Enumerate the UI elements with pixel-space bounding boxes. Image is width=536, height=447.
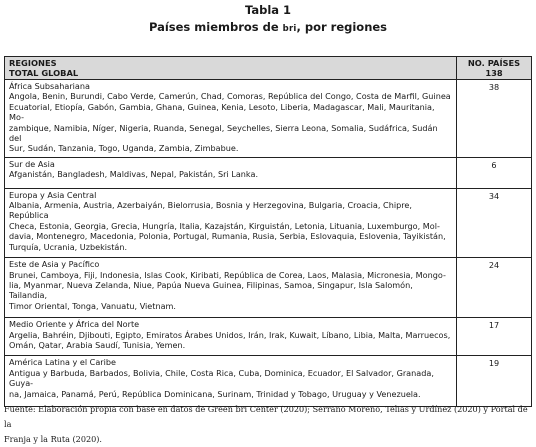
region-name: Sur de Asia [9,158,55,169]
country-list-line: davia, Montenegro, Macedonia, Polonia, Portugal, Rumania, Rusia, Serbia, Eslovaquia, Eslovenia, Tayikistán, [9,231,446,242]
country-list-line: Brunei, Camboya, Fiji, Indonesia, Islas Cook, Kiribati, República de Corea, Laos, Malasia, Micronesia, Mongo- [9,269,446,280]
country-count: 17 [457,318,532,356]
country-list-line: Turquía, Ucrania, Uzbekistán. [9,241,128,252]
country-list-line: Albania, Armenia, Austria, Azerbaiyán, Bielorrusia, Bosnia y Herzegovina, Bulgaria, Croacia, Chipre, República [9,200,412,221]
table-row [5,80,532,158]
region-name: África Subsahariana [9,81,90,91]
table-title-text-after: , por regiones [296,20,388,34]
region-cell [5,157,457,188]
table-row [5,157,532,188]
header-count-label: NO. PAÍSES [467,58,521,68]
header-total-count: 138 [485,68,503,78]
country-list-line: na, Jamaica, Panamá, Perú, República Dominicana, Surinam, Trinidad y Tobago, Uruguay y Venezuela. [9,388,421,399]
table-row [5,258,532,318]
header-regions-cell [5,57,457,80]
country-count: 6 [457,157,532,188]
region-cell [5,356,457,407]
country-count: 24 [457,258,532,318]
country-list-line: Ecuatorial, Etiopía, Gabón, Gambia, Ghana, Guinea, Kenia, Lesoto, Liberia, Madagascar, Mali, Mauritania, Mo- [9,101,435,123]
country-list-line: Omán, Qatar, Arabia Saudí, Tunisia, Yemen. [9,339,186,350]
country-count: 19 [457,356,532,407]
source-note-line: Fuente: Elaboración propia con base en datos de Green bri Center (2020); Serrano Moreno, Telias y Urdínez (2020) y Portal de la [4,404,528,429]
country-list-line: Checa, Estonia, Georgia, Grecia, Hungría, Italia, Kazajstán, Kirguistán, Letonia, Lituania, Luxemburgo, Mol- [9,220,440,231]
region-name: Europa y Asia Central [9,189,97,200]
header-total-global-label: TOTAL GLOBAL [9,68,79,78]
table-title [0,20,536,34]
table-row [5,188,532,257]
source-note [4,402,532,447]
country-list-line: Afganistán, Bangladesh, Maldivas, Nepal, Pakistán, Sri Lanka. [9,169,259,180]
table-row [5,356,532,407]
country-list-line: zambique, Namibia, Níger, Nigeria, Ruanda, Senegal, Seychelles, Sierra Leona, Somalia, Sudáfrica, Sudán del [9,122,438,144]
table-title-acronym: bri [282,24,297,34]
country-list-line: Sur, Sudán, Tanzania, Togo, Uganda, Zambia, Zimbabue. [9,143,239,154]
region-name: Este de Asia y Pacífico [9,259,100,270]
region-name: América Latina y el Caribe [9,357,116,368]
table-row [5,318,532,356]
region-cell [5,80,457,158]
table-number: Tabla 1 [244,3,292,17]
country-list-line: Argelia, Bahréin, Djibouti, Egipto, Emiratos Árabes Unidos, Irán, Irak, Kuwait, Líbano, Libia, Malta, Marruecos, [9,329,451,340]
region-cell [5,188,457,257]
header-regions-label: REGIONES [9,58,57,68]
header-count-cell [457,57,532,80]
table-title-text-before: Países miembros de [148,20,283,34]
region-name: Medio Oriente y África del Norte [9,319,140,330]
country-list-line: lia, Myanmar, Nueva Zelanda, Niue, Papúa Nueva Guinea, Filipinas, Samoa, Singapur, Isla Salomón, Tailandia, [9,279,413,301]
country-list-line: Timor Oriental, Tonga, Vanuatu, Vietnam. [9,300,176,311]
source-note-line: Franja y la Ruta (2020). [4,434,103,444]
country-count: 38 [457,80,532,158]
region-cell [5,318,457,356]
regions-table [4,56,532,407]
table-header-row [5,57,532,80]
country-list-line: Antigua y Barbuda, Barbados, Bolivia, Chile, Costa Rica, Cuba, Dominica, Ecuador, El Salvador, Granada, Guya- [9,367,434,389]
region-cell [5,258,457,318]
country-count: 34 [457,188,532,257]
country-list-line: Angola, Benin, Burundi, Cabo Verde, Camerún, Chad, Comoras, República del Congo, Costa de Marfil, Guinea [9,91,451,102]
